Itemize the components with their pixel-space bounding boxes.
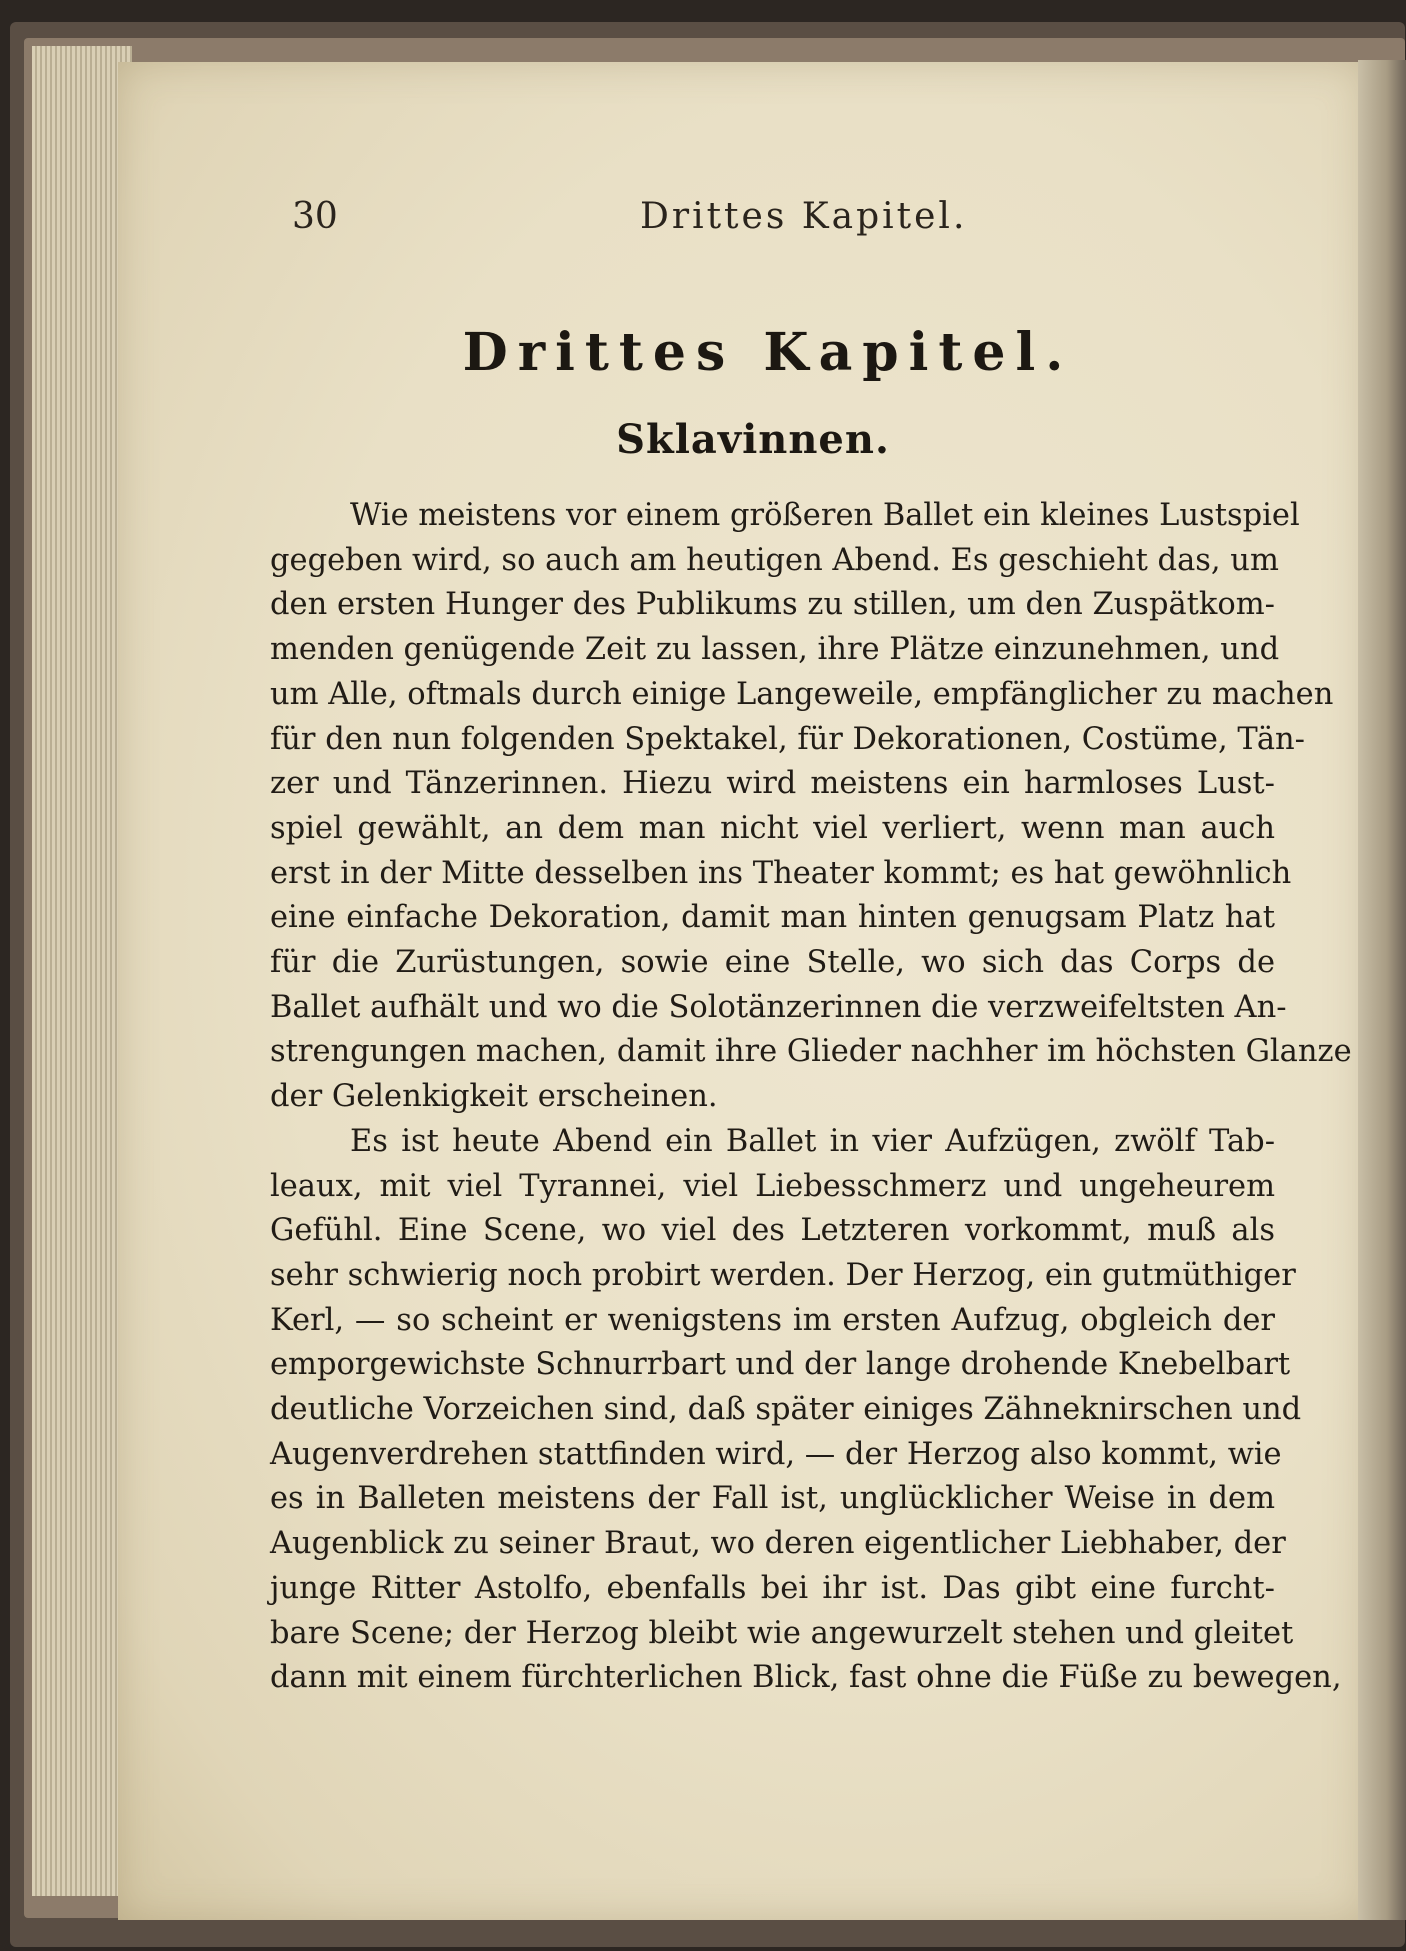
paragraph-1 [270, 494, 1352, 1120]
running-header-title: Drittes Kapitel. [640, 196, 968, 237]
text-line: für die Zurüstungen, sowie eine Stelle, wo sich das Corps de [270, 945, 1275, 981]
text-line: dann mit einem fürchterlichen Blick, fast ohne die Füße zu bewegen, [270, 1660, 1342, 1696]
text-line: strengungen machen, damit ihre Glieder nachher im höchsten Glanze [270, 1034, 1352, 1070]
text-line: für den nun folgenden Spektakel, für Dekorationen, Costüme, Tän- [270, 721, 1305, 757]
section-title: Sklavinnen. [616, 416, 890, 463]
text-line: es in Balleten meistens der Fall ist, unglücklicher Weise in dem [270, 1481, 1275, 1517]
text-line: eine einfache Dekoration, damit man hinten genugsam Platz hat [270, 900, 1275, 936]
text-line: Ballet aufhält und wo die Solotänzerinnen die verzweifeltsten An- [270, 989, 1287, 1025]
page-number: 30 [292, 196, 338, 237]
text-line: gegeben wird, so auch am heutigen Abend. Es geschieht das, um [270, 542, 1279, 578]
running-header [0, 190, 1406, 250]
text-line: erst in der Mitte desselben ins Theater kommt; es hat gewöhnlich [270, 855, 1292, 891]
body-text [270, 494, 1352, 1701]
text-line: emporgewichste Schnurrbart und der lange drohende Knebelbart [270, 1347, 1291, 1383]
text-line: den ersten Hunger des Publikums zu stillen, um den Zuspätkom- [270, 587, 1275, 623]
text-line: Es ist heute Abend ein Ballet in vier Aufzügen, zwölf Tab- [350, 1123, 1275, 1159]
text-line: Augenverdrehen stattfinden wird, — der Herzog also kommt, wie [270, 1436, 1282, 1472]
text-line: bare Scene; der Herzog bleibt wie angewurzelt stehen und gleitet [270, 1615, 1294, 1651]
text-line: leaux, mit viel Tyrannei, viel Liebesschmerz und ungeheurem [270, 1168, 1275, 1204]
text-line: der Gelenkigkeit erscheinen. [270, 1079, 718, 1115]
text-line: Wie meistens vor einem größeren Ballet ein kleines Lustspiel [350, 498, 1300, 533]
text-line: Gefühl. Eine Scene, wo viel des Letzteren vorkommt, muß als [270, 1213, 1275, 1249]
chapter-title: Drittes Kapitel. [462, 322, 1074, 383]
text-line: menden genügende Zeit zu lassen, ihre Plätze einzunehmen, und [270, 632, 1280, 668]
text-line: spiel gewählt, an dem man nicht viel verliert, wenn man auch [270, 810, 1275, 846]
text-line: Augenblick zu seiner Braut, wo deren eigentlicher Liebhaber, der [270, 1526, 1286, 1562]
text-line: sehr schwierig noch probirt werden. Der Herzog, ein gutmüthiger [270, 1257, 1296, 1293]
text-line: Kerl, — so scheint er wenigstens im ersten Aufzug, obgleich der [270, 1302, 1275, 1338]
text-line: junge Ritter Astolfo, ebenfalls bei ihr ist. Das gibt eine furcht- [270, 1570, 1275, 1606]
paragraph-2 [270, 1120, 1342, 1701]
text-line: um Alle, oftmals durch einige Langeweile, empfänglicher zu machen [270, 676, 1334, 712]
text-line: zer und Tänzerinnen. Hiezu wird meistens ein harmloses Lust- [270, 766, 1275, 802]
text-line: deutliche Vorzeichen sind, daß später einiges Zähneknirschen und [270, 1392, 1302, 1428]
